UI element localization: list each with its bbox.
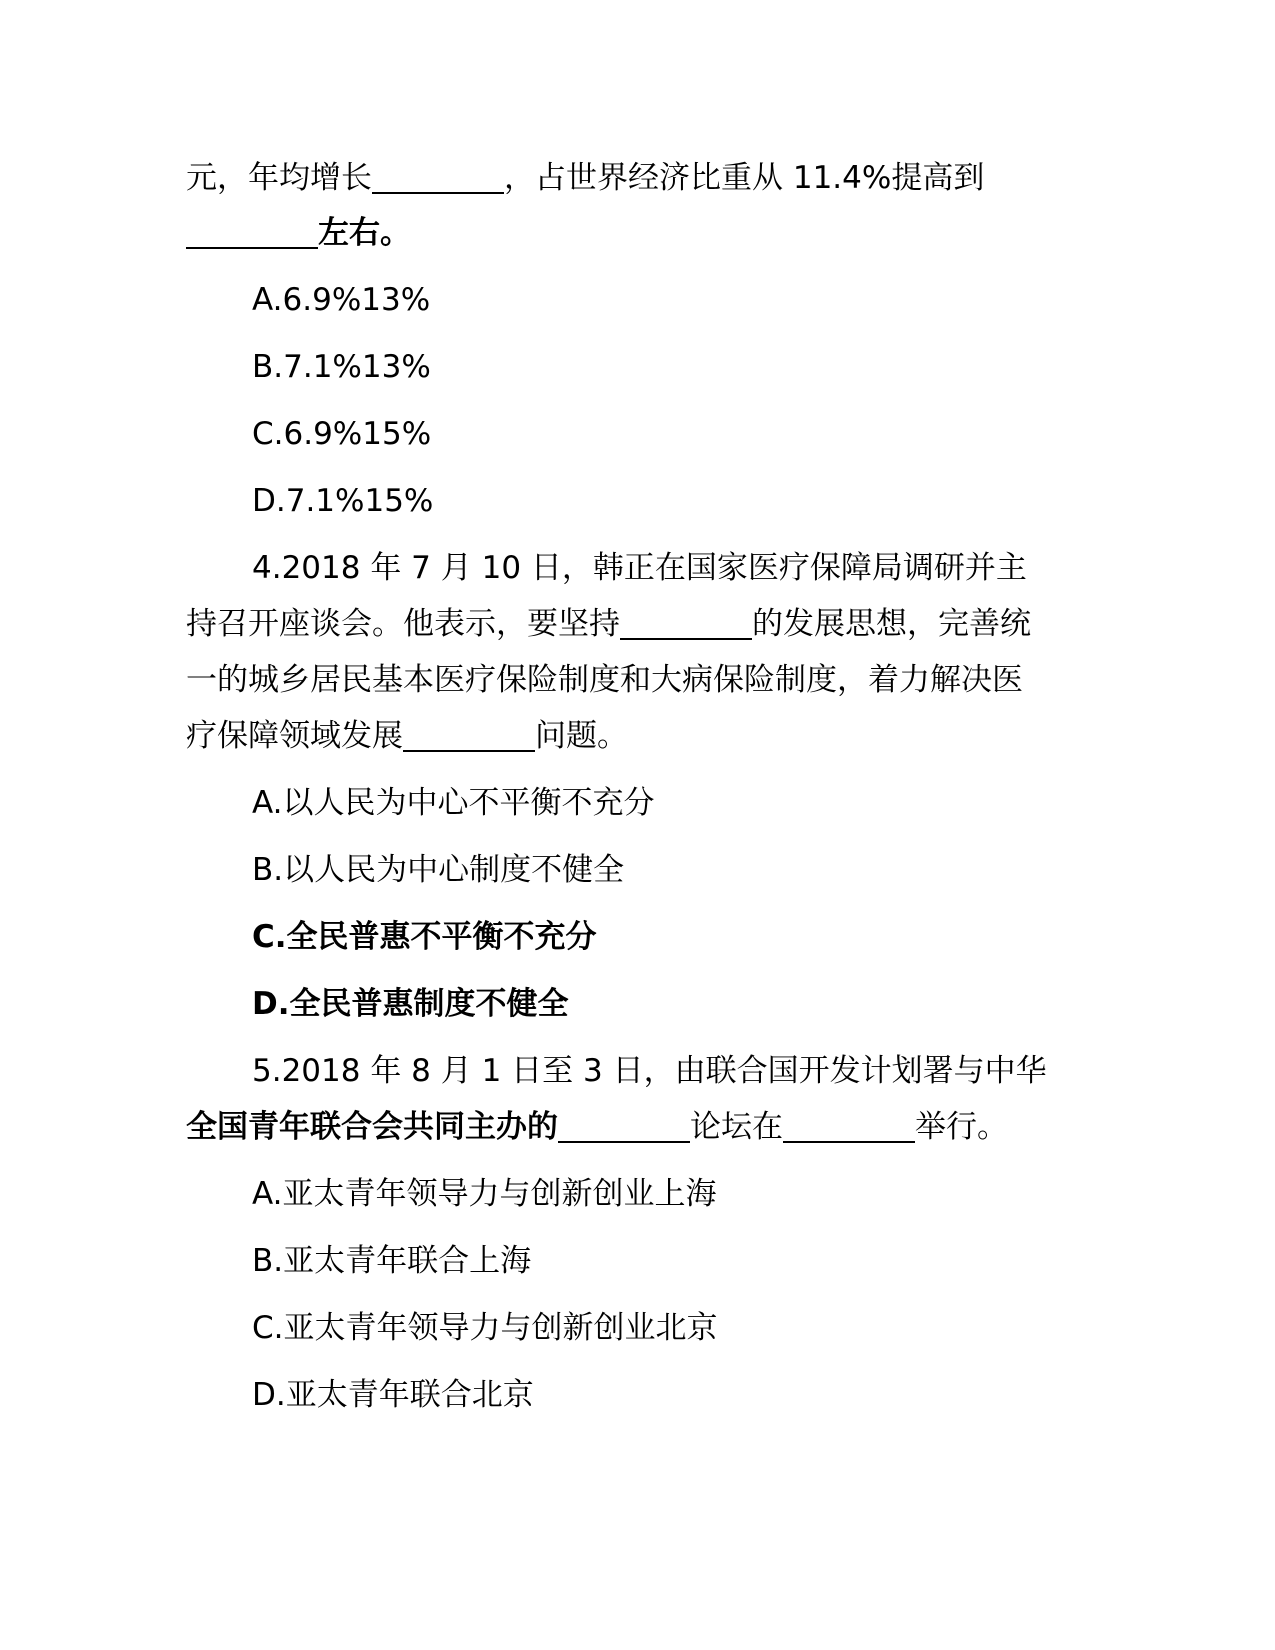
- answer-blank: [186, 213, 318, 249]
- q4-stem-line-3: 一的城乡居民基本医疗保险制度和大病保险制度，着力解决医: [186, 662, 1023, 698]
- q4-option-d: D.全民普惠制度不健全: [252, 986, 569, 1022]
- answer-blank: [620, 604, 752, 640]
- q4-stem-text: 持召开座谈会。他表示，要坚持: [186, 606, 620, 642]
- q4-stem-text: 疗保障领域发展: [186, 718, 403, 754]
- q5-stem-line-2: [186, 1107, 1086, 1147]
- q4-stem-line-4: [186, 716, 1086, 756]
- q5-stem-text: 论坛在: [690, 1109, 783, 1145]
- q4-option-a: A.以人民为中心不平衡不充分: [252, 785, 655, 821]
- q4-option-b: B.以人民为中心制度不健全: [252, 852, 625, 888]
- q3-option-c: C.6.9%15%: [252, 416, 432, 452]
- q5-stem-line-1: 5.2018 年 8 月 1 日至 3 日，由联合国开发计划署与中华: [252, 1053, 1047, 1089]
- answer-blank: [372, 158, 504, 194]
- q5-option-b: B.亚太青年联合上海: [252, 1243, 532, 1279]
- q4-stem-line-1: 4.2018 年 7 月 10 日，韩正在国家医疗保障局调研并主: [252, 550, 1027, 586]
- q5-stem-text: 全国青年联合会共同主办的: [186, 1109, 558, 1145]
- q5-option-d: D.亚太青年联合北京: [252, 1377, 534, 1413]
- q3-stem-line-1: [186, 158, 1086, 198]
- q3-stem-line-2: [186, 213, 1086, 253]
- q4-stem-line-2: [186, 604, 1086, 644]
- q5-stem-text: 举行。: [915, 1109, 1008, 1145]
- q3-option-a: A.6.9%13%: [252, 282, 431, 318]
- q5-option-c: C.亚太青年领导力与创新创业北京: [252, 1310, 718, 1346]
- q5-option-a: A.亚太青年领导力与创新创业上海: [252, 1176, 717, 1212]
- q3-stem-text: ，占世界经济比重从 11.4%提高到: [504, 160, 985, 196]
- q3-option-b: B.7.1%13%: [252, 349, 431, 385]
- q4-option-c: C.全民普惠不平衡不充分: [252, 919, 597, 955]
- q4-stem-text: 问题。: [535, 718, 628, 754]
- q3-option-d: D.7.1%15%: [252, 483, 434, 519]
- answer-blank: [558, 1107, 690, 1143]
- answer-blank: [403, 716, 535, 752]
- answer-blank: [783, 1107, 915, 1143]
- q3-stem-text: 左右。: [318, 215, 411, 251]
- q4-stem-text: 的发展思想，完善统: [752, 606, 1031, 642]
- q3-stem-text: 元，年均增长: [186, 160, 372, 196]
